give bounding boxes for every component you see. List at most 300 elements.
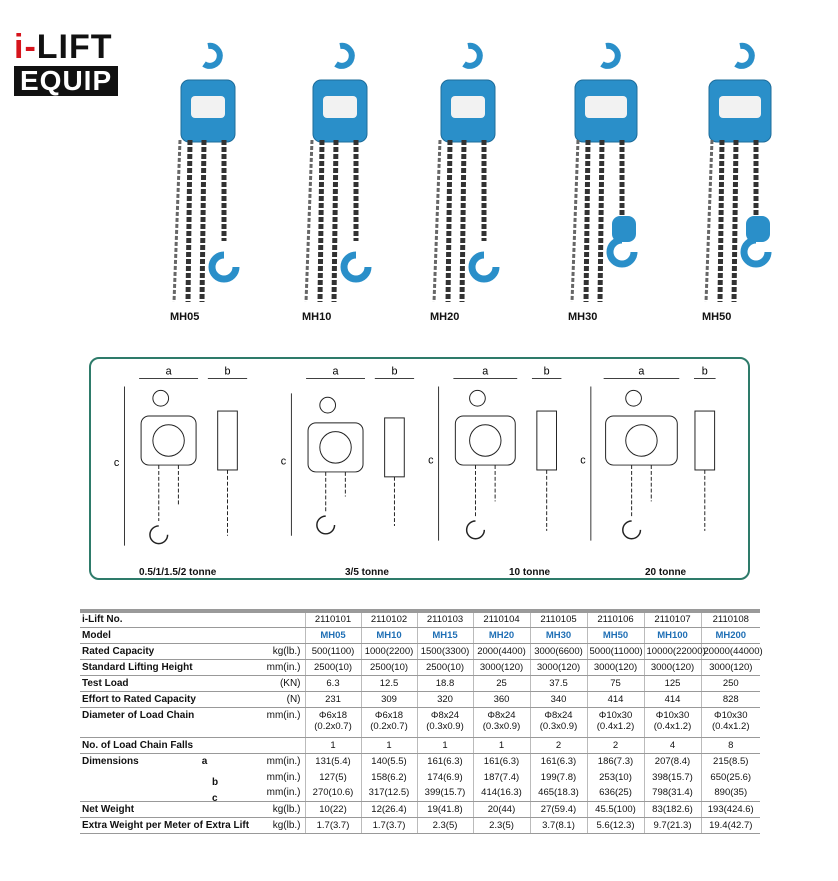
spec-cell-value: Φ6x18 — [318, 709, 348, 721]
spec-cell-value-imperial: (0.2x0.7) — [370, 720, 408, 732]
spec-cell — [361, 643, 417, 659]
spec-cell — [305, 707, 361, 737]
spec-cell-value: 414 — [664, 693, 681, 705]
spec-cell — [701, 753, 760, 769]
spec-cell — [530, 817, 587, 833]
diagram-2-c-label: c — [280, 455, 287, 468]
spec-cell-value: 20000(44000) — [703, 645, 763, 657]
logo-bottom-text: EQUIP — [14, 66, 118, 96]
diagram-3-bottom-hook — [467, 521, 485, 539]
spec-cell-value: 340 — [550, 693, 567, 705]
spec-cell — [701, 817, 760, 833]
spec-cell-value: 4 — [669, 739, 676, 751]
diagram-3-c-label: c — [428, 454, 434, 467]
hoist-photo-mh05 — [158, 40, 258, 310]
spec-cell-value: 2500(10) — [369, 661, 409, 673]
spec-row — [80, 737, 760, 753]
spec-row-unit: mm(in.) — [258, 785, 305, 801]
spec-cell-value: 1.7(3.7) — [316, 819, 350, 831]
diagram-1-top-hook — [153, 390, 169, 406]
spec-cell-value: 2110106 — [597, 614, 634, 626]
diagram-3-a-label: a — [482, 365, 489, 378]
spec-row-unit: kg(lb.) — [258, 817, 305, 833]
spec-cell — [530, 769, 587, 785]
spec-row-label: Model — [80, 627, 258, 643]
spec-cell — [587, 817, 644, 833]
diagram-3-b-label: b — [543, 365, 550, 378]
spec-cell-value: 37.5 — [549, 677, 568, 689]
spec-cell-value: 215(8.5) — [713, 755, 749, 767]
diagram-4-a-label: a — [638, 365, 645, 378]
spec-cell-value: MH20 — [488, 629, 515, 641]
spec-cell — [473, 691, 530, 707]
spec-cell-value: MH15 — [432, 629, 458, 641]
spec-cell-value: 45.5(100) — [595, 803, 636, 815]
spec-cell-value: 27(59.4) — [540, 803, 577, 815]
spec-row-unit: (KN) — [258, 675, 305, 691]
dimension-diagram-panel — [89, 357, 750, 580]
spec-row-unit: kg(lb.) — [258, 801, 305, 817]
spec-cell-value: 636(25) — [599, 787, 632, 799]
spec-cell-value: 1500(3300) — [420, 645, 470, 657]
spec-cell — [587, 643, 644, 659]
photo-label-mh30: MH30 — [568, 311, 598, 323]
spec-row-unit: mm(in.) — [266, 771, 301, 783]
spec-cell — [701, 769, 760, 785]
spec-cell-value: 3000(120) — [593, 661, 638, 673]
spec-cell — [530, 691, 587, 707]
spec-cell — [417, 737, 473, 753]
spec-cell-value: MH10 — [376, 629, 402, 641]
diagram-label-small: 0.5/1/1.5/2 tonne — [139, 567, 217, 578]
spec-row-label: Extra Weight per Meter of Extra Lift — [80, 817, 258, 833]
spec-cell-value: 1000(2200) — [364, 645, 414, 657]
spec-cell-value: Φ10x30 — [598, 709, 633, 721]
spec-cell-value: 158(6.2) — [371, 771, 407, 783]
spec-row-unit: kg(lb.) — [258, 643, 305, 659]
spec-cell — [701, 611, 760, 627]
spec-row-label: No. of Load Chain Falls — [80, 737, 258, 753]
spec-cell — [361, 769, 417, 785]
spec-cell-value: 19(41.8) — [427, 803, 463, 815]
diagram-4-bottom-hook — [623, 521, 641, 539]
spec-cell — [305, 643, 361, 659]
spec-cell-value-imperial: (0.3x0.9) — [426, 720, 464, 732]
spec-cell-value: Φ8x24 — [544, 709, 573, 721]
spec-cell — [361, 691, 417, 707]
spec-cell — [473, 817, 530, 833]
spec-cell — [361, 675, 417, 691]
spec-cell — [701, 659, 760, 675]
spec-cell-value: 798(31.4) — [652, 787, 693, 799]
spec-cell — [473, 675, 530, 691]
spec-cell — [361, 627, 417, 643]
spec-label-text: Dimensions — [82, 755, 139, 767]
spec-cell — [305, 769, 361, 785]
spec-cell-value: Φ8x24 — [487, 709, 516, 721]
spec-cell — [473, 801, 530, 817]
spec-cell — [305, 691, 361, 707]
photo-label-mh05: MH05 — [170, 311, 200, 323]
diagram-4-c-label: c — [580, 454, 586, 467]
spec-cell — [587, 691, 644, 707]
spec-row-label: Rated Capacity — [80, 643, 258, 659]
spec-cell-value: 19.4(42.7) — [709, 819, 753, 831]
spec-cell — [305, 627, 361, 643]
spec-cell — [305, 753, 361, 769]
spec-cell — [644, 707, 701, 737]
spec-cell — [530, 611, 587, 627]
spec-cell-value: 320 — [437, 693, 453, 705]
spec-row — [80, 643, 760, 659]
spec-table — [80, 609, 763, 834]
diagram-label-20: 20 tonne — [645, 567, 687, 578]
spec-dim-letter: b — [212, 777, 219, 788]
diagram-3-body — [455, 416, 515, 465]
spec-cell — [644, 801, 701, 817]
spec-cell-value: 12.5 — [379, 677, 399, 689]
spec-cell-value: 360 — [493, 693, 510, 705]
spec-cell — [644, 611, 701, 627]
spec-cell-value: Φ10x30 — [655, 709, 690, 721]
spec-cell-value: 161(6.3) — [483, 755, 520, 767]
spec-cell-value-imperial: (0.4x1.2) — [653, 720, 692, 732]
spec-cell — [473, 627, 530, 643]
spec-cell-value: 186(7.3) — [597, 755, 634, 767]
spec-cell-value-imperial: (0.4x1.2) — [596, 720, 635, 732]
spec-cell-value-imperial: (0.3x0.9) — [482, 720, 521, 732]
spec-cell — [701, 627, 760, 643]
spec-cell — [530, 643, 587, 659]
spec-row-unit: (N) — [258, 691, 305, 707]
dimension-diagrams — [91, 359, 748, 578]
diagram-2-a-label: a — [332, 365, 339, 378]
spec-cell — [361, 817, 417, 833]
spec-cell — [701, 785, 760, 801]
spec-cell-value: 10000(22000) — [646, 645, 706, 657]
spec-row — [80, 753, 760, 769]
spec-cell-value: 140(5.5) — [371, 755, 407, 767]
spec-cell — [587, 707, 644, 737]
hoist-photo-mh50 — [690, 40, 790, 310]
spec-row-label — [80, 785, 258, 804]
logo-prefix: i- — [14, 28, 37, 66]
spec-cell — [473, 737, 530, 753]
spec-cell-value: 1.7(3.7) — [372, 819, 406, 831]
spec-cell — [361, 801, 417, 817]
spec-cell-value: 890(35) — [714, 787, 748, 799]
spec-cell — [417, 675, 473, 691]
spec-cell — [305, 737, 361, 753]
spec-row — [80, 627, 760, 643]
spec-row-label: i-Lift No. — [80, 611, 258, 627]
spec-cell — [587, 627, 644, 643]
diagram-1-a-label: a — [165, 365, 172, 378]
spec-row-label: Test Load — [80, 675, 258, 691]
spec-cell-value: 83(182.6) — [652, 803, 693, 815]
spec-cell-value: 174(6.9) — [427, 771, 463, 783]
spec-cell-value: MH30 — [545, 629, 572, 641]
spec-cell — [644, 817, 701, 833]
spec-cell — [305, 675, 361, 691]
diagram-2-top-hook — [320, 397, 336, 413]
spec-cell — [644, 643, 706, 659]
spec-cell — [587, 611, 644, 627]
spec-cell — [417, 611, 473, 627]
diagram-3-top-hook — [470, 390, 486, 406]
spec-cell-value: 253(10) — [599, 771, 632, 783]
spec-cell — [361, 753, 417, 769]
spec-cell-value: 187(7.4) — [483, 771, 520, 783]
spec-cell-value: 199(7.8) — [540, 771, 577, 783]
spec-cell-value: 2110101 — [314, 614, 352, 626]
spec-row — [80, 769, 760, 785]
spec-row — [80, 675, 760, 691]
diagram-2-body — [308, 423, 363, 472]
spec-cell — [587, 753, 644, 769]
spec-row-label: Standard Lifting Height — [80, 659, 258, 675]
spec-row-unit: mm(in.) — [258, 659, 305, 675]
spec-cell-value: 9.7(21.3) — [653, 819, 692, 831]
spec-cell-value: 207(8.4) — [654, 755, 691, 767]
logo-top-text: LIFT — [36, 28, 113, 66]
spec-cell — [701, 691, 760, 707]
spec-cell — [644, 769, 701, 785]
spec-cell — [417, 643, 473, 659]
spec-cell-value: 231 — [325, 693, 341, 705]
spec-cell-value: 2110108 — [712, 614, 749, 626]
spec-cell-value: 2000(4400) — [477, 645, 526, 657]
spec-cell — [361, 611, 417, 627]
spec-cell-value: 1 — [386, 739, 392, 751]
hoist-photo-mh20 — [418, 40, 518, 310]
spec-cell-value: 3000(120) — [536, 661, 581, 673]
diagram-1-c-label: c — [113, 457, 120, 470]
spec-cell-value-imperial: (0.2x0.7) — [314, 720, 352, 732]
spec-cell-value-imperial: (0.3x0.9) — [539, 720, 578, 732]
spec-cell — [417, 785, 473, 801]
spec-row — [80, 801, 760, 817]
spec-cell-value: MH50 — [602, 629, 629, 641]
diagram-1-bottom-hook — [150, 526, 168, 544]
spec-cell-value-imperial: (0.4x1.2) — [712, 720, 750, 732]
spec-cell-value: 161(6.3) — [540, 755, 577, 767]
spec-cell-value: 10(22) — [319, 803, 347, 815]
spec-cell — [473, 769, 530, 785]
spec-cell-value: MH100 — [657, 629, 688, 641]
spec-cell — [701, 643, 763, 659]
spec-row — [80, 659, 760, 675]
spec-row-unit — [258, 627, 305, 643]
spec-cell-value: 250 — [722, 677, 739, 689]
spec-cell-value: 125 — [664, 677, 681, 689]
spec-cell-value: 3.7(8.1) — [542, 819, 575, 831]
spec-cell — [701, 675, 760, 691]
spec-cell — [644, 627, 701, 643]
diagram-label-3-5: 3/5 tonne — [345, 567, 389, 578]
spec-cell-value: 161(6.3) — [427, 755, 463, 767]
spec-cell-value: 309 — [381, 693, 397, 705]
spec-cell — [417, 659, 473, 675]
spec-cell — [473, 659, 530, 675]
spec-cell-value: 5.6(12.3) — [596, 819, 635, 831]
spec-cell — [530, 659, 587, 675]
spec-row — [80, 817, 760, 833]
spec-cell-value: 2.3(5) — [489, 819, 514, 831]
diagram-1-b-label: b — [224, 365, 231, 378]
spec-cell — [417, 691, 473, 707]
spec-cell — [530, 801, 587, 817]
spec-cell — [530, 675, 587, 691]
brand-logo — [14, 30, 140, 100]
spec-cell — [587, 785, 644, 801]
diagram-2-wheel — [320, 432, 351, 463]
spec-cell-value: 2 — [612, 739, 619, 751]
spec-cell — [587, 675, 644, 691]
spec-cell-value: 465(18.3) — [538, 787, 579, 799]
spec-cell — [417, 753, 473, 769]
diagram-label-10: 10 tonne — [509, 567, 551, 578]
spec-cell — [644, 659, 701, 675]
spec-cell-value: MH05 — [320, 629, 346, 641]
spec-cell — [305, 817, 361, 833]
hoist-photo-mh10 — [290, 40, 390, 310]
diagram-2-side-body — [385, 418, 405, 477]
spec-row-label — [80, 753, 258, 769]
spec-cell-value: 1 — [442, 739, 448, 751]
spec-cell-value: 2500(10) — [313, 661, 353, 673]
spec-row — [80, 785, 760, 801]
spec-cell — [417, 707, 473, 737]
spec-cell-value: MH200 — [715, 629, 747, 641]
spec-cell — [417, 769, 473, 785]
spec-cell — [361, 659, 417, 675]
spec-cell-value: 3000(120) — [479, 661, 524, 673]
spec-cell — [701, 707, 760, 737]
spec-cell-value: 2500(10) — [425, 661, 465, 673]
spec-cell — [530, 753, 587, 769]
spec-cell — [701, 801, 760, 817]
spec-row-label: Diameter of Load Chain — [80, 707, 258, 737]
spec-row — [80, 691, 760, 707]
spec-cell-value: 25 — [496, 677, 507, 689]
diagram-4-top-hook — [626, 390, 642, 406]
spec-cell-value: Φ8x24 — [430, 709, 460, 721]
spec-dim-letter: c — [212, 792, 218, 804]
spec-cell-value: 5000(11000) — [589, 645, 643, 657]
spec-cell — [644, 785, 701, 801]
spec-row — [80, 707, 760, 737]
spec-cell — [644, 737, 701, 753]
spec-cell — [701, 737, 760, 753]
diagram-1-wheel — [153, 425, 184, 456]
spec-cell-value: 2110107 — [654, 614, 691, 626]
diagram-1-side-body — [218, 411, 238, 470]
spec-cell-value: 399(15.7) — [424, 787, 466, 799]
diagram-4-body — [606, 416, 678, 465]
spec-row-label: Net Weight — [80, 801, 258, 817]
diagram-3-side-body — [537, 411, 557, 470]
spec-cell-value: 2 — [555, 739, 562, 751]
spec-cell-value: 3000(120) — [709, 661, 753, 673]
diagram-3-wheel — [470, 425, 501, 456]
spec-cell — [530, 737, 587, 753]
spec-cell-value: 1 — [498, 739, 505, 751]
spec-cell — [417, 817, 473, 833]
spec-cell-value: 193(424.6) — [707, 803, 754, 815]
spec-cell-value: 75 — [610, 677, 621, 689]
spec-cell-value: 2110104 — [483, 614, 520, 626]
spec-cell — [587, 659, 644, 675]
spec-cell-value: 650(25.6) — [710, 771, 752, 783]
spec-cell-value: 1 — [330, 739, 336, 751]
spec-cell — [473, 785, 530, 801]
diagram-4-side-body — [695, 411, 715, 470]
spec-cell-value: 317(12.5) — [368, 787, 410, 799]
spec-cell — [473, 643, 530, 659]
spec-cell-value: Φ6x18 — [374, 709, 404, 721]
spec-row-label — [80, 769, 258, 788]
spec-cell-value: 414 — [607, 693, 624, 705]
spec-cell — [361, 737, 417, 753]
spec-cell — [473, 753, 530, 769]
spec-cell-value: 8 — [728, 739, 734, 751]
diagram-2-b-label: b — [391, 365, 398, 378]
spec-row-unit — [258, 611, 305, 627]
spec-cell — [587, 737, 644, 753]
spec-cell — [644, 753, 701, 769]
spec-cell-value: 12(26.4) — [371, 803, 407, 815]
spec-cell — [644, 691, 701, 707]
spec-cell-value: 2110103 — [426, 614, 464, 626]
photo-label-mh20: MH20 — [430, 311, 460, 323]
diagram-1-body — [141, 416, 196, 465]
spec-row-unit — [258, 737, 305, 753]
spec-cell-value: 3000(120) — [650, 661, 695, 673]
spec-row — [80, 611, 760, 627]
diagram-4-b-label: b — [701, 365, 708, 378]
photo-label-mh10: MH10 — [302, 311, 332, 323]
spec-cell-value: 270(10.6) — [312, 787, 354, 799]
spec-cell-value: 414(16.3) — [481, 787, 522, 799]
spec-cell-value: 6.3 — [326, 677, 340, 689]
spec-cell — [417, 801, 473, 817]
spec-cell — [530, 627, 587, 643]
spec-cell — [361, 785, 417, 801]
spec-cell-value: 131(5.4) — [315, 755, 351, 767]
diagram-4-wheel — [626, 425, 657, 456]
spec-cell-value: Φ10x30 — [714, 709, 748, 721]
spec-cell — [473, 707, 530, 737]
spec-cell-value: 2110105 — [540, 614, 577, 626]
spec-cell — [305, 785, 361, 801]
spec-cell-value: 2110102 — [370, 614, 408, 626]
photo-label-mh50: MH50 — [702, 311, 732, 323]
spec-row-label: Effort to Rated Capacity — [80, 691, 258, 707]
diagram-2-bottom-hook — [317, 516, 335, 534]
spec-cell-value: 127(5) — [319, 771, 347, 783]
spec-cell — [530, 785, 587, 801]
spec-cell-value: 18.8 — [435, 677, 455, 689]
spec-cell — [417, 627, 473, 643]
spec-cell — [305, 801, 361, 817]
spec-cell — [305, 611, 361, 627]
spec-cell-value: 828 — [722, 693, 739, 705]
spec-cell-value: 20(44) — [487, 803, 516, 815]
spec-cell — [587, 769, 644, 785]
spec-cell — [473, 611, 530, 627]
spec-row-unit: mm(in.) — [258, 707, 305, 737]
